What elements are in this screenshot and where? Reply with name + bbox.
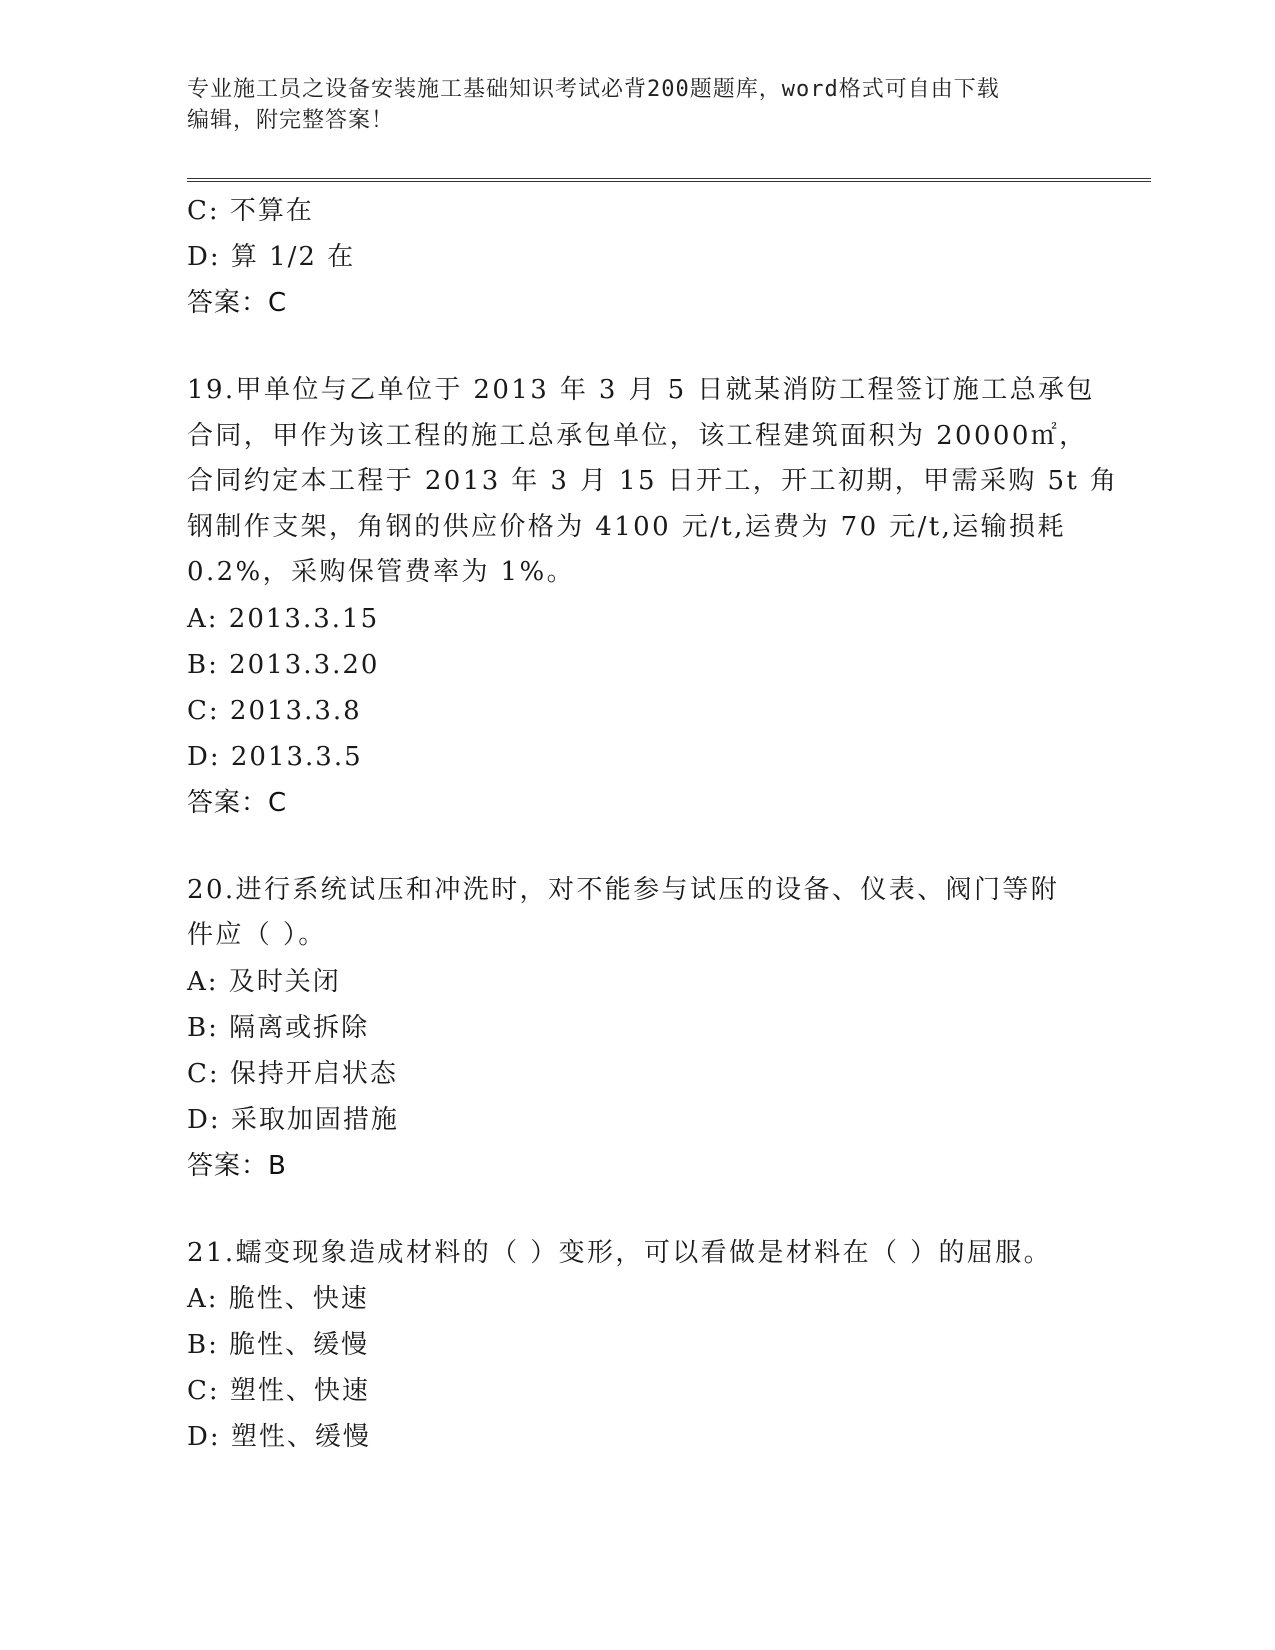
question-text-line: 20.进行系统试压和冲洗时，对不能参与试压的设备、仪表、阀门等附	[187, 874, 1060, 905]
option-c: C: 不算在	[187, 196, 314, 226]
question-20	[187, 868, 1087, 1189]
option-a: A: 2013.3.15	[187, 603, 380, 634]
header-divider	[187, 178, 1151, 182]
option-c: C: 2013.3.8	[187, 695, 362, 726]
option-a: A: 脆性、快速	[187, 1284, 369, 1314]
option-d: D: 算 1/2 在	[187, 242, 356, 272]
option-b: B: 2013.3.20	[187, 649, 380, 680]
question-text-line: 钢制作支架，角钢的供应价格为 4100 元/t,运费为 70 元/t,运输损耗	[187, 511, 1066, 542]
question-21	[187, 1231, 1087, 1461]
header-title-line-1: 专业施工员之设备安装施工基础知识考试必背200题题库，word格式可自由下载	[187, 77, 1000, 102]
option-b: B: 脆性、缓慢	[187, 1330, 370, 1360]
option-d: D: 2013.3.5	[187, 741, 363, 772]
question-text-line: 件应（ ）。	[187, 920, 327, 950]
question-text-line: 19.甲单位与乙单位于 2013 年 3 月 5 日就某消防工程签订施工总承包	[187, 375, 1095, 405]
answer-line: 答案：C	[187, 288, 288, 318]
answer-line: 答案：C	[187, 787, 288, 818]
option-a: A: 及时关闭	[187, 966, 341, 997]
option-c: C: 塑性、快速	[187, 1376, 370, 1406]
option-b: B: 隔离或拆除	[187, 1012, 370, 1043]
answer-line: 答案：B	[187, 1150, 287, 1181]
option-d: D: 塑性、缓慢	[187, 1422, 371, 1452]
document-body	[187, 188, 1119, 1460]
document-header	[187, 74, 1067, 136]
question-text-line: 合同，甲作为该工程的施工总承包单位，该工程建筑面积为 20000㎡，	[187, 420, 1088, 451]
option-c: C: 保持开启状态	[187, 1058, 398, 1089]
question-18-tail	[187, 188, 1087, 326]
question-text-line: 21.蠕变现象造成材料的（ ）变形，可以看做是材料在（ ）的屈服。	[187, 1237, 1053, 1268]
question-19	[187, 368, 1119, 826]
question-text-line: 合同约定本工程于 2013 年 3 月 15 日开工，开工初期，甲需采购 5t 角	[187, 466, 1119, 496]
option-d: D: 采取加固措施	[187, 1104, 399, 1135]
header-title-line-2: 编辑，附完整答案！	[187, 108, 395, 133]
question-text-line: 0.2%，采购保管费率为 1%。	[187, 557, 575, 587]
